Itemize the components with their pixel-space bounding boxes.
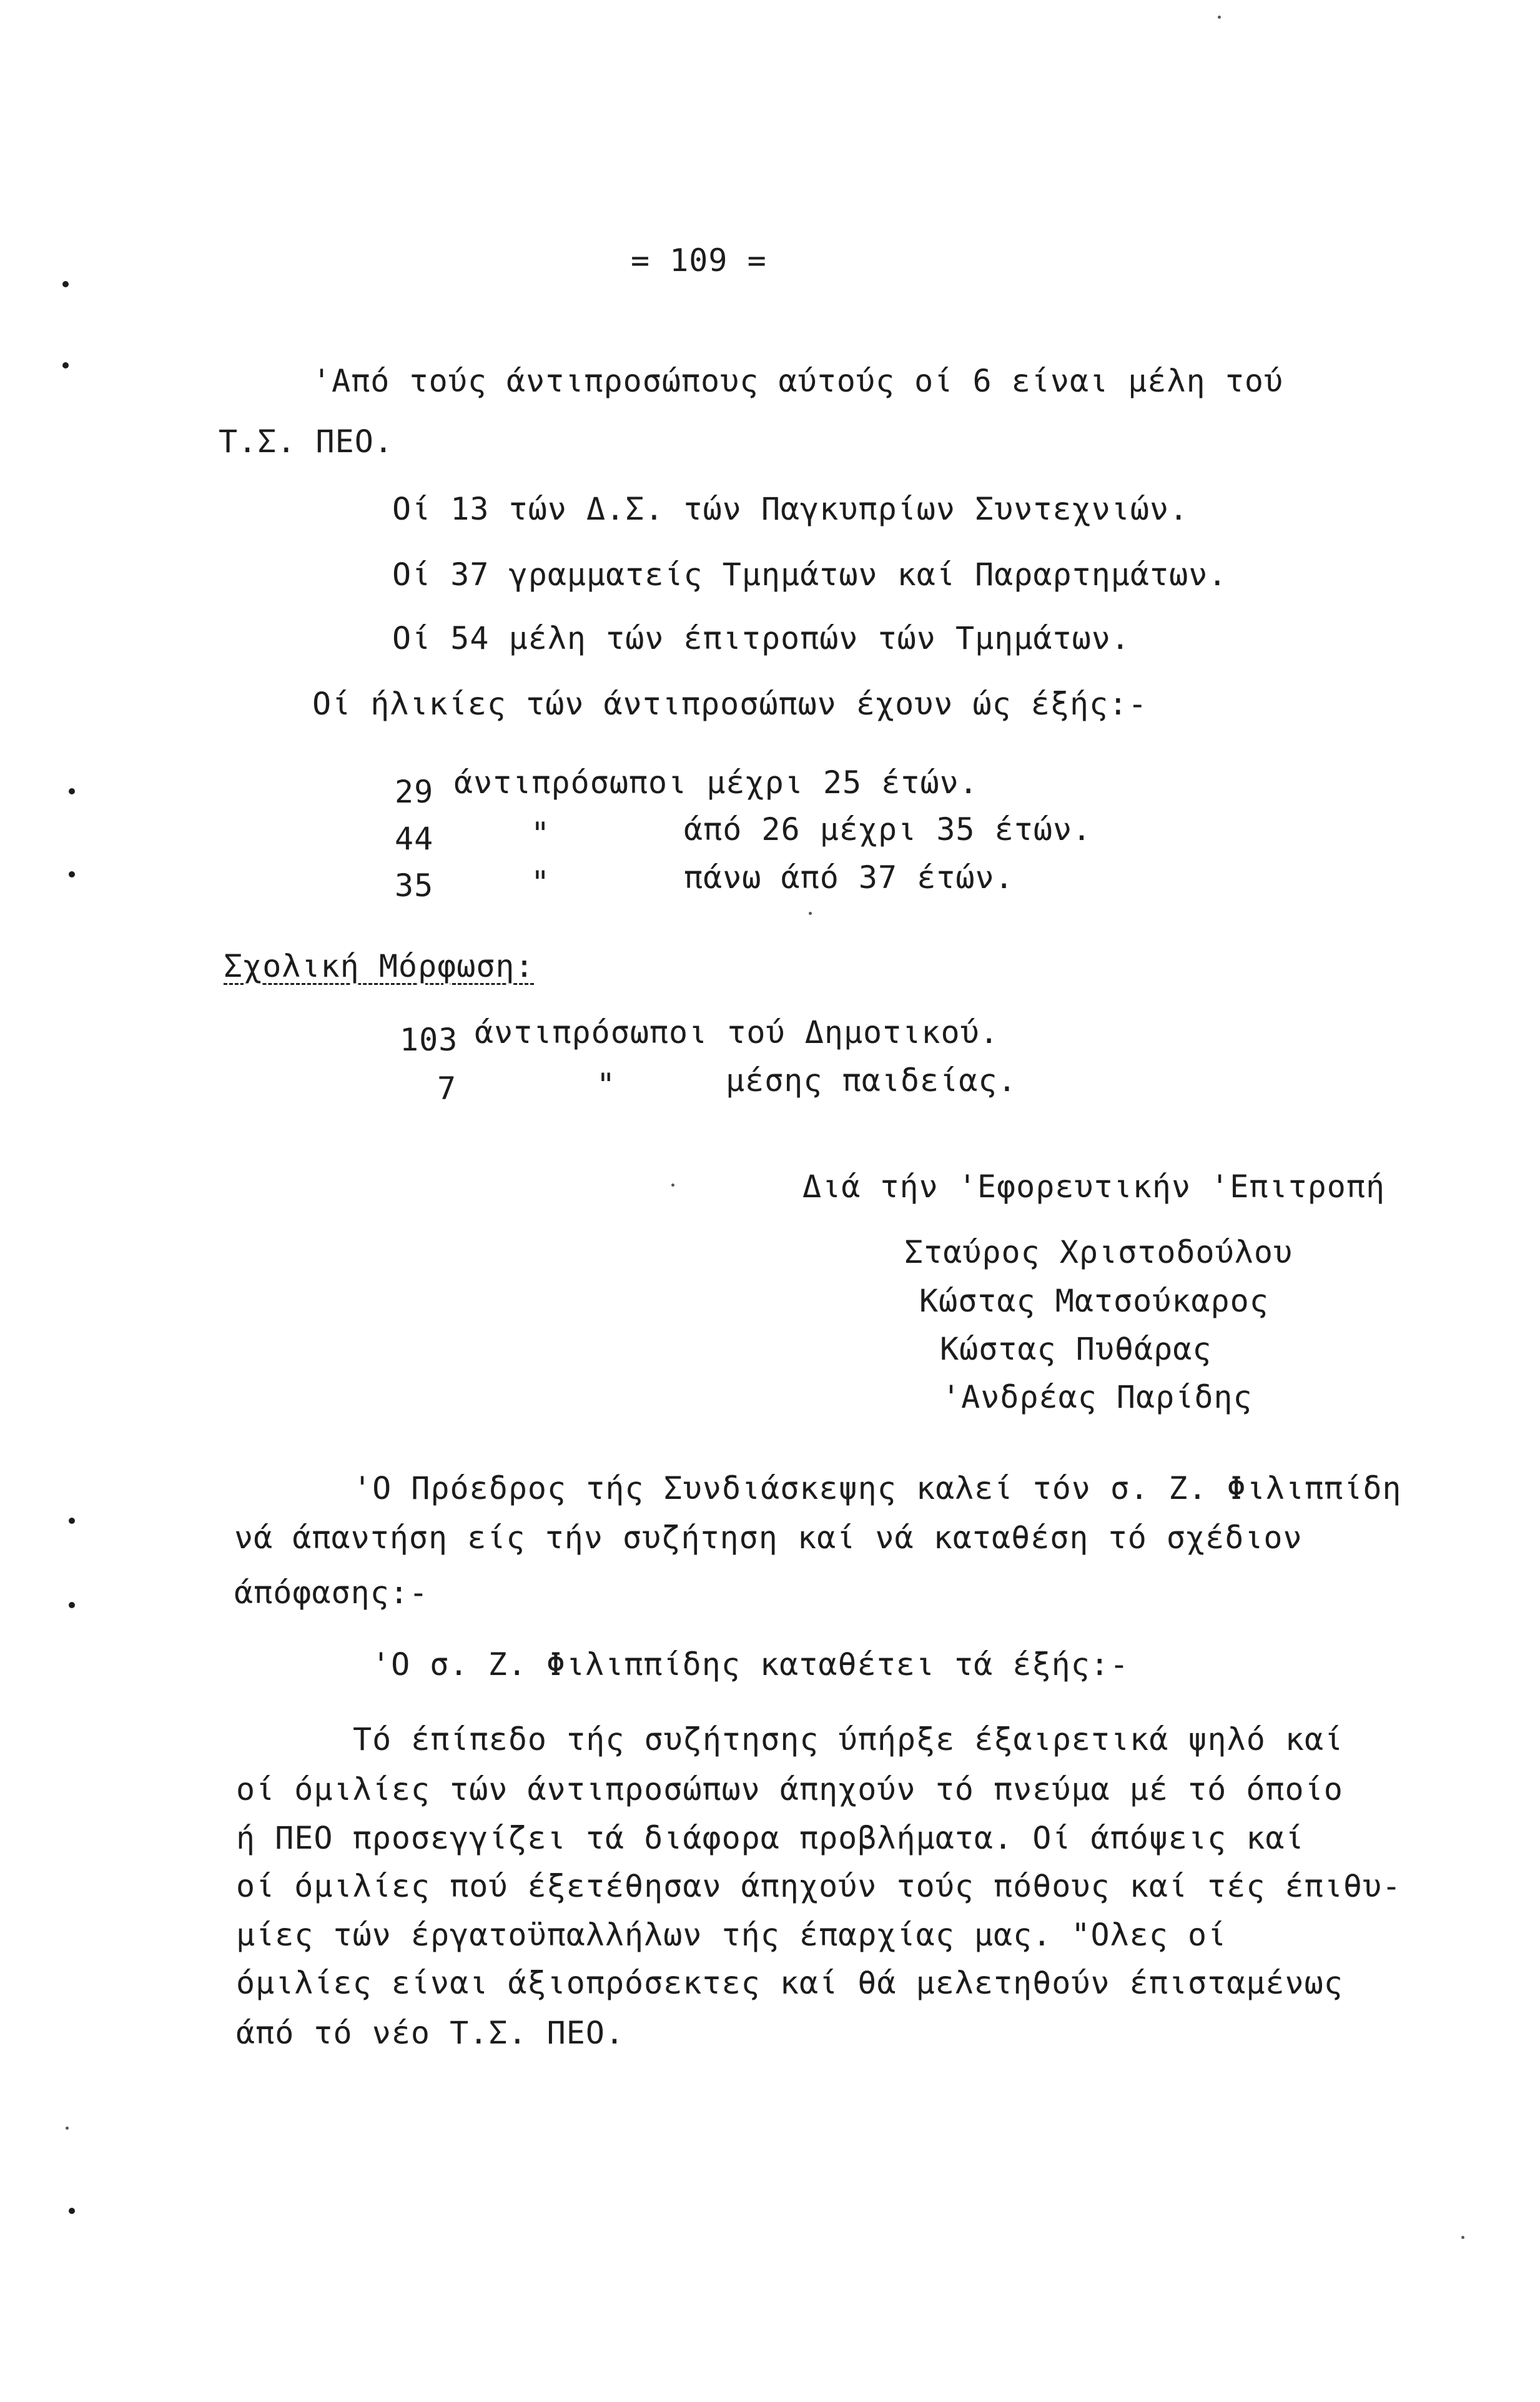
margin-dot: [69, 788, 75, 794]
list-item: Οί 13 τών Δ.Σ. τών Παγκυπρίων Συντεχνιών.: [392, 491, 1189, 527]
paragraph-line: 'Από τούς άντιπροσώπους αύτούς οί 6 είναι μέλη τού: [312, 363, 1284, 399]
ditto-mark: ": [596, 1067, 616, 1103]
ages-intro: Οί ήλικίες τών άντιπροσώπων έχουν ώς έξής:-: [312, 686, 1148, 722]
paragraph-line: 'Ο σ. Ζ. Φιλιππίδης καταθέτει τά έξής:-: [372, 1646, 1129, 1683]
signatory-name: Κώστας Ματσούκαρος: [919, 1283, 1269, 1319]
margin-dot: [69, 871, 75, 877]
age-count: 44: [395, 821, 434, 857]
paragraph-line: όμιλίες είναι άξιοπρόσεκτες καί θά μελετηθούν έπισταμένως: [236, 1965, 1343, 2001]
paragraph-line: άπό τό νέο Τ.Σ. ΠΕΟ.: [236, 2015, 625, 2051]
signatory-name: Κώστας Πυθάρας: [940, 1331, 1212, 1367]
education-text: μέσης παιδείας.: [726, 1062, 1017, 1099]
age-count: 35: [395, 867, 434, 904]
education-count: 7: [437, 1070, 457, 1107]
margin-speck: [671, 1184, 674, 1187]
education-text: άντιπρόσωποι τού Δημοτικού.: [475, 1014, 999, 1050]
margin-dot: [69, 1518, 75, 1524]
age-text: άντιπρόσωποι μέχρι 25 έτών.: [454, 764, 979, 801]
page-number: = 109 =: [631, 242, 767, 279]
signatory-name: 'Ανδρέας Παρίδης: [942, 1379, 1253, 1415]
margin-speck: [1461, 2236, 1464, 2239]
paragraph-line: Τ.Σ. ΠΕΟ.: [219, 423, 393, 460]
margin-dot: [69, 1602, 75, 1608]
list-item: Οί 37 γραμματείς Τμημάτων καί Παραρτημάτων.: [392, 556, 1228, 593]
paragraph-line: νά άπαντήση είς τήν συζήτηση καί νά καταθέση τό σχέδιον: [234, 1520, 1303, 1556]
paragraph-line: ή ΠΕΟ προσεγγίζει τά διάφορα προβλήματα. Οί άπόψεις καί: [236, 1820, 1305, 1856]
age-text: πάνω άπό 37 έτών.: [684, 859, 1014, 896]
section-heading: Σχολική Μόρφωση:: [224, 948, 535, 984]
margin-dot: [62, 362, 69, 368]
age-count: 29: [395, 774, 434, 810]
paragraph-line: οί όμιλίες τών άντιπροσώπων άπηχούν τό πνεύμα μέ τό όποίο: [236, 1771, 1343, 1807]
education-count: 103: [400, 1022, 458, 1058]
margin-speck: [1218, 16, 1221, 19]
ditto-mark: ": [531, 816, 551, 852]
paragraph-line: Τό έπίπεδο τής συζήτησης ύπήρξε έξαιρετικά ψηλό καί: [353, 1721, 1344, 1757]
paragraph-line: 'Ο Πρόεδρος τής Συνδιάσκεψης καλεί τόν σ. Ζ. Φιλιππίδη: [353, 1470, 1402, 1506]
margin-dot: [69, 2208, 75, 2214]
margin-dot: [62, 281, 69, 287]
ditto-mark: ": [531, 864, 551, 901]
margin-speck: [809, 912, 812, 915]
age-text: άπό 26 μέχρι 35 έτών.: [684, 811, 1092, 848]
paragraph-line: οί όμιλίες πού έξετέθησαν άπηχούν τούς πόθους καί τές έπιθυ-: [236, 1868, 1402, 1904]
margin-speck: [66, 2127, 69, 2130]
list-item: Οί 54 μέλη τών έπιτροπών τών Τμημάτων.: [392, 620, 1130, 656]
signatory-name: Σταύρος Χριστοδούλου: [904, 1234, 1293, 1270]
signature-intro: Διά τήν 'Εφορευτικήν 'Επιτροπή: [802, 1169, 1386, 1205]
paragraph-line: άπόφασης:-: [234, 1574, 429, 1611]
paragraph-line: μίες τών έργατοϋπαλλήλων τής έπαρχίας μας. "Ολες οί: [236, 1917, 1227, 1953]
